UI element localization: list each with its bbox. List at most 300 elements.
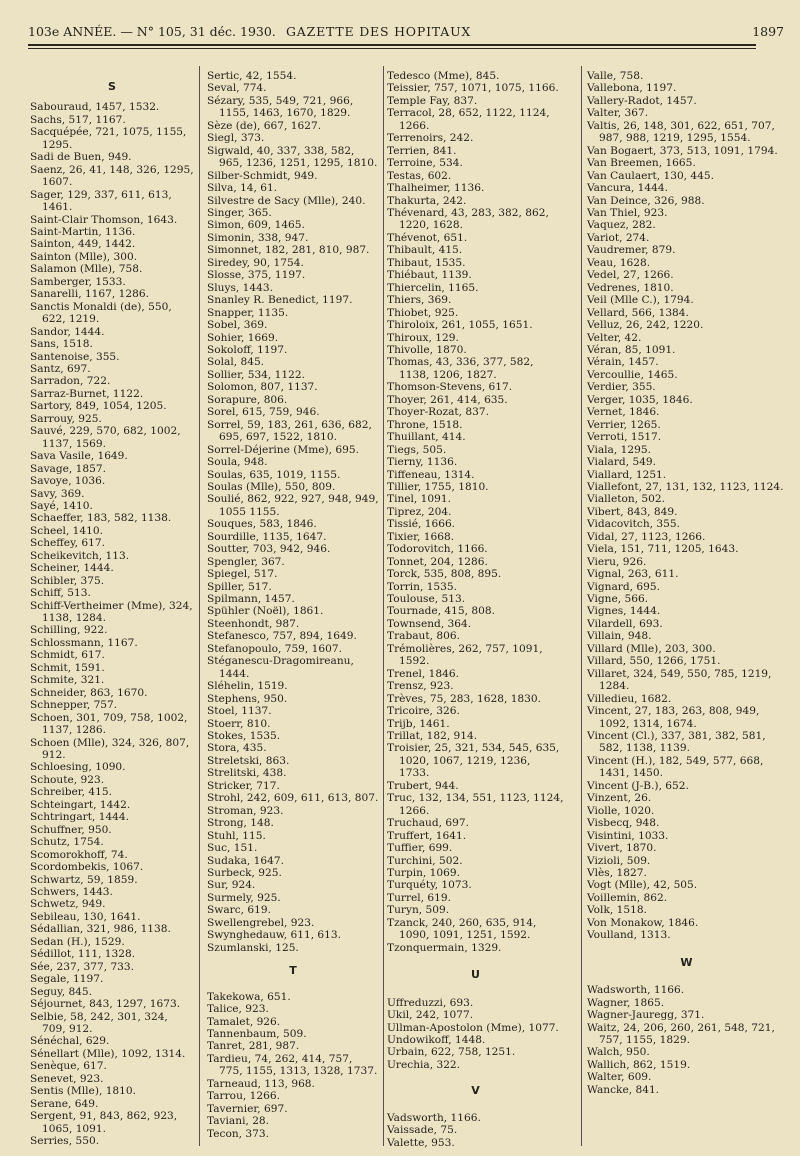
index-entry: Takekowa, 651. [207,990,291,1003]
index-entry: Schibler, 375. [30,574,105,587]
index-entry: Santz, 697. [30,362,91,375]
index-entry: Sorrel, 59, 183, 261, 636, 682, 695, 697, 1522, 1810. [207,418,372,444]
index-entry: Tardieu, 74, 262, 414, 757, 775, 1155, 1313, 1328, 1737. [207,1052,378,1078]
index-entry: Thakurta, 242. [387,194,467,207]
section-letter-u: U [471,968,480,982]
index-entry: Steenhondt, 987. [207,617,300,630]
index-entry: Stora, 435. [207,742,267,755]
index-entry: Suc, 151. [207,842,258,855]
index-entry: Thiroloix, 261, 1055, 1651. [387,319,533,332]
index-entry: Todorovitch, 1166. [387,543,488,556]
index-entry: Sorel, 615, 759, 946. [207,406,320,419]
index-entry: Silva, 14, 61. [207,182,278,195]
index-entry: Von Monakow, 1846. [587,916,699,929]
index-entry: Turchini, 502. [387,854,463,867]
index-entry: Schilling, 922. [30,624,108,637]
index-entry: Thoyer-Rozat, 837. [387,406,489,419]
index-entry: Tecon, 373. [207,1127,269,1140]
index-entry: Sabouraud, 1457, 1532. [30,101,160,114]
index-entry: Schoute, 923. [30,773,105,786]
index-entry: Simon, 609, 1465. [207,219,305,232]
index-entry: Terrenoirs, 242. [387,132,474,145]
index-entry: Sebileau, 130, 1641. [30,910,141,923]
column-divider [581,66,582,1146]
index-entry: Vincent, 27, 183, 263, 808, 949, 1092, 1314, 1674. [587,705,760,730]
index-entry: Trémolières, 262, 757, 1091, 1592. [387,642,543,668]
index-entry: Sandor, 1444. [30,325,105,338]
index-entry: Vialard, 549. [587,456,657,469]
index-entry: Villain, 948. [587,630,652,643]
column-divider [383,66,384,1146]
section-letter-v: V [471,1084,480,1098]
index-entry: Tavernier, 697. [207,1102,288,1115]
index-entry: Vincent (Cl.), 337, 381, 382, 581, 582, 1138, 1139. [587,730,766,755]
index-entry: Van Caulaert, 130, 445. [587,169,715,182]
index-entry: Taviani, 28. [207,1115,270,1128]
index-entry: Stroman, 923. [207,804,284,817]
index-entry: Sachs, 517, 1167. [30,113,126,126]
index-entry: Snapper, 1135. [207,306,289,319]
index-entry: Tinel, 1091. [387,493,451,506]
index-entry: Vieru, 926. [587,555,647,568]
index-entry: Senèque, 617. [30,1060,107,1073]
index-entry: Soula, 948. [207,456,268,469]
index-entry: Tiegs, 505. [387,443,447,456]
index-entry: Vignard, 695. [587,580,660,593]
index-entry: Toulouse, 513. [387,593,466,606]
index-entry: Sézary, 535, 549, 721, 966, 1155, 1463, 1670, 1829. [207,94,354,120]
index-entry: Tissié, 1666. [387,518,456,531]
header-rule [28,44,756,46]
index-entry: Scomorokhoff, 74. [30,848,128,861]
index-entry: Velluz, 26, 242, 1220. [587,319,704,332]
index-entry: Sigwald, 40, 337, 338, 582, 965, 1236, 1251, 1295, 1810. [207,144,378,170]
index-column-4 [587,70,786,1145]
index-entry: Wagner-Jauregg, 371. [587,1009,705,1022]
index-entry: Schneider, 863, 1670. [30,686,148,699]
index-entry: Thévenard, 43, 283, 382, 862, 1220, 1628. [387,206,549,232]
index-entry: Savoye, 1036. [30,475,106,488]
index-entry: Troisier, 25, 321, 534, 545, 635, 1020, 1067, 1219, 1236, 1733. [387,742,560,780]
journal-title: GAZETTE DES HOPITAUX [286,24,472,39]
index-entry: Variot, 274. [587,231,650,244]
index-entry: Senevet, 923. [30,1072,104,1085]
index-entry: Sédallian, 321, 986, 1138. [30,923,171,936]
index-entry: Veil (Mlle C.), 1794. [587,294,694,307]
index-entry: Selbie, 58, 242, 301, 324, 709, 912. [30,1010,168,1035]
section-letter-s: S [108,80,116,93]
index-entry: Solal, 845. [207,356,265,369]
index-entry: Sénéchal, 629. [30,1035,110,1048]
index-entry: Thalheimer, 1136. [387,182,485,195]
index-entry: Tzanck, 240, 260, 635, 914, 1090, 1091, 1251, 1592. [387,916,537,942]
index-entry: Sarraz-Burnet, 1122. [30,387,144,400]
index-entry: Truc, 132, 134, 551, 1123, 1124, 1266. [387,792,564,817]
index-entry: Valette, 953. [387,1136,455,1149]
index-entry: Scheel, 1410. [30,524,104,537]
index-entry: Vialleton, 502. [587,493,665,506]
index-entry: Sager, 129, 337, 611, 613, 1461. [30,188,172,214]
index-entry: Seguy, 845. [30,985,93,998]
index-entry: Snanley R. Benedict, 1197. [207,294,353,307]
column-divider [199,66,200,1146]
index-entry: Schmidt, 617. [30,649,105,662]
index-entry: Wallich, 862, 1519. [587,1058,691,1071]
index-entry: Schoen, 301, 709, 758, 1002, 1137, 1286. [30,711,188,737]
index-entry: Thomson-Stevens, 617. [387,381,513,394]
index-entry: Spühler (Noël), 1861. [207,605,324,618]
index-entry: Van Breemen, 1665. [587,157,696,170]
index-entry: Terroine, 534. [387,157,463,170]
index-entry: Salamon (Mlle), 758. [30,263,143,276]
index-entry: Sédillot, 111, 1328. [30,948,136,961]
index-entry: Siredey, 90, 1754. [207,256,304,269]
index-entry: Saint-Clair Thomson, 1643. [30,213,178,226]
index-entry: Swynghedauw, 611, 613. [207,929,342,942]
index-entry: Vancura, 1444. [587,182,669,195]
index-entry: Sacquépée, 721, 1075, 1155, 1295. [30,126,187,151]
index-entry: Van Bogaert, 373, 513, 1091, 1794. [587,144,778,157]
index-column-1 [30,70,194,1148]
index-entry: Truffert, 1641. [387,829,467,842]
index-entry: Turpin, 1069. [387,867,461,879]
index-entry: Séjournet, 843, 1297, 1673. [30,998,181,1011]
index-entry: Teissier, 757, 1071, 1075, 1166. [387,82,559,95]
index-entry: Stephens, 950. [207,692,288,705]
index-entry: Slosse, 375, 1197. [207,269,306,282]
index-entry: Schoen (Mlle), 324, 326, 807, 912. [30,736,190,762]
index-entry: Tanret, 281, 987. [207,1040,300,1053]
index-entry: Sokoloff, 1197. [207,343,288,356]
index-entry: Vallery-Radot, 1457. [587,94,697,107]
index-entry: Waitz, 24, 206, 260, 261, 548, 721, 757, 1155, 1829. [587,1021,775,1046]
index-entry: Walch, 950. [587,1046,650,1059]
index-entry: Trillat, 182, 914. [387,730,478,743]
index-entry: Trabaut, 806. [387,630,460,643]
index-entry: Vivert, 1870. [587,842,657,855]
index-entry: Tournade, 415, 808. [387,605,495,618]
index-entry: Vinzent, 26. [587,792,652,805]
index-entry: Trijb, 1461. [387,717,450,730]
index-entry: Sorapure, 806. [207,393,288,406]
index-entry: Scheffey, 617. [30,537,105,550]
index-entry: Szumlanski, 125. [207,941,299,954]
index-entry: Schwetz, 949. [30,898,106,911]
index-entry: Sainton (Mlle), 300. [30,250,138,263]
index-entry: Thuillant, 414. [387,431,466,444]
index-entry: Sanctis Monaldi (de), 550, 622, 1219. [30,300,172,326]
index-entry: Scheikevitch, 113. [30,549,130,562]
index-entry: Tuffier, 699. [387,842,453,855]
index-entry: Urbain, 622, 758, 1251. [387,1046,516,1059]
index-column-2 [207,70,379,1145]
index-entry: Tedesco (Mme), 845. [387,70,500,82]
index-entry: Tricoire, 326. [387,705,460,718]
index-entry: Sertic, 42, 1554. [207,70,297,82]
index-entry: Van Thiel, 923. [587,206,668,219]
index-entry: Stefanesco, 757, 894, 1649. [207,630,357,643]
index-entry: Sans, 1518. [30,338,93,351]
index-entry: Verrier, 1265. [587,418,661,431]
index-entry: Vallebona, 1197. [587,82,677,95]
index-entry: Spiller, 517. [207,580,272,593]
index-entry: Sollier, 534, 1122. [207,368,305,381]
index-entry: Vaissade, 75. [387,1124,458,1137]
index-entry: Strong, 148. [207,817,274,830]
index-entry: Thiercelin, 1165. [387,281,479,294]
index-entry: Sarradon, 722. [30,375,111,388]
index-entry: Valtis, 26, 148, 301, 622, 651, 707, 987, 988, 1219, 1295, 1554. [587,119,775,145]
index-entry: Tillier, 1755, 1810. [387,480,489,493]
index-entry: Strelitski, 438. [207,767,287,780]
index-entry: Savage, 1857. [30,462,106,475]
index-entry: Uffreduzzi, 693. [387,996,474,1009]
index-entry: Throne, 1518. [387,418,463,431]
index-entry: Viallard, 1251. [587,468,667,481]
index-entry: Viallefont, 27, 131, 132, 1123, 1124. [587,480,784,493]
index-entry: Tarrou, 1266. [207,1090,280,1103]
index-entry: Walter, 609. [587,1071,652,1084]
index-entry: Sée, 237, 377, 733. [30,960,135,973]
index-entry: Vincent (J-B.), 652. [587,779,689,792]
index-entry: Vignal, 263, 611. [587,568,679,581]
index-entry: Vignes, 1444. [587,605,661,618]
index-entry: Stéganescu-Dragomireanu, 1444. [207,655,354,680]
index-entry: Vidacovitch, 355. [587,518,680,531]
index-entry: Saenz, 26, 41, 148, 326, 1295, 1607. [30,163,194,189]
index-entry: Vellard, 566, 1384. [587,306,689,319]
index-entry: Thoyer, 261, 414, 635. [387,393,508,406]
index-entry: Villaret, 324, 549, 550, 785, 1219, 1284. [587,667,772,693]
index-entry: Vaudremer, 879. [587,244,676,257]
index-entry: Wadsworth, 1166. [587,984,685,997]
index-entry: Soulas (Mlle), 550, 809. [207,480,336,493]
index-entry: Swarc, 619. [207,904,271,917]
index-entry: Schloesing, 1090. [30,761,126,774]
index-entry: Vincent (H.), 182, 549, 577, 668, 1431, 1450. [587,754,764,780]
index-entry: Samberger, 1533. [30,275,126,288]
index-entry: Stoel, 1137. [207,705,272,718]
index-entry: Trensz, 923. [387,680,454,693]
index-entry: Talice, 923. [207,1003,269,1016]
index-entry: Vernet, 1846. [587,406,660,419]
index-entry: Sarrouy, 925. [30,412,102,425]
page-number: 1897 [752,24,784,39]
index-entry: Schiff-Vertheimer (Mme), 324, 1138, 1284. [30,599,193,625]
index-entry: Velter, 42. [587,331,642,344]
index-entry: Temple Fay, 837. [387,94,478,107]
index-entry: Streletski, 863. [207,754,290,767]
index-entry: Vogt (Mlle), 42, 505. [587,879,698,892]
index-entry: Stokes, 1535. [207,730,281,743]
index-entry: Violle, 1020. [587,804,655,817]
index-entry: Vlès, 1827. [587,867,647,879]
index-entry: Torck, 535, 808, 895. [387,568,502,581]
index-entry: Truchaud, 697. [387,817,469,830]
index-entry: Sayé, 1410. [30,499,93,512]
index-entry: Schtringart, 1444. [30,811,130,824]
index-entry: Sadi de Buen, 949. [30,151,132,164]
index-entry: Solomon, 807, 1137. [207,381,318,394]
index-entry: Tamalet, 926. [207,1015,281,1028]
index-entry: Sorrel-Déjerine (Mme), 695. [207,443,359,456]
index-entry: Wagner, 1865. [587,996,665,1009]
index-entry: Thibault, 415. [387,244,463,257]
index-entry: Sanarelli, 1167, 1286. [30,288,149,301]
index-entry: Thomas, 43, 336, 377, 582, 1138, 1206, 1827. [387,356,534,381]
index-entry: Sèze (de), 667, 1627. [207,119,322,132]
index-entry: Voulland, 1313. [587,929,671,942]
index-entry: Turquéty, 1073. [387,879,472,892]
index-entry: Sava Vasile, 1649. [30,450,128,463]
index-entry: Simonnet, 182, 281, 810, 987. [207,244,370,257]
index-entry: Sartory, 849, 1054, 1205. [30,400,167,413]
index-entry: Sedan (H.), 1529. [30,935,125,948]
index-entry: Sergent, 91, 843, 862, 923, 1065, 1091. [30,1110,178,1135]
index-entry: Surmely, 925. [207,891,281,904]
index-entry: Villard (Mlle), 203, 300. [587,642,716,655]
index-entry: Vérain, 1457. [587,356,659,369]
index-entry: Wancke, 841. [587,1083,660,1096]
index-entry: Verdier, 355. [587,381,656,394]
index-entry: Thiers, 369. [387,294,452,307]
index-entry: Townsend, 364. [387,617,472,630]
index-entry: Sénellart (Mlle), 1092, 1314. [30,1047,186,1060]
index-entry: Thiobet, 925. [387,306,459,319]
index-entry: Villard, 550, 1266, 1751. [587,655,721,668]
index-entry: Stefanopoulo, 759, 1607. [207,642,342,655]
index-entry: Schreiber, 415. [30,786,113,799]
index-entry: Sur, 924. [207,879,256,892]
index-entry: Seval, 774. [207,82,267,95]
index-entry: Surbeck, 925. [207,867,282,879]
index-entry: Trenel, 1846. [387,667,459,680]
index-entry: Turrel, 619. [387,891,451,904]
index-entry: Schwers, 1443. [30,886,113,898]
index-entry: Thibaut, 1535. [387,256,466,269]
section-letter-w: W [680,955,693,969]
index-entry: Schlossmann, 1167. [30,636,138,649]
index-entry: Schteingart, 1442. [30,798,131,811]
index-entry: Santenoise, 355. [30,350,120,363]
index-entry: Sourdille, 1135, 1647. [207,530,327,543]
index-entry: Spiegel, 517. [207,568,278,581]
index-entry: Sluys, 1443. [207,281,273,294]
index-entry: Strohl, 242, 609, 611, 613, 807. [207,792,379,805]
index-entry: Tierny, 1136. [387,456,458,469]
index-entry: Sentis (Mlle), 1810. [30,1085,137,1098]
index-entry: Schwartz, 59, 1859. [30,873,138,886]
index-entry: Ullman-Apostolon (Mme), 1077. [387,1021,559,1034]
index-entry: Voillemin, 862. [587,891,668,904]
index-entry: Segale, 1197. [30,973,104,986]
index-entry: Viala, 1295. [587,443,651,456]
index-entry: Tixier, 1668. [387,530,455,543]
index-entry: Souques, 583, 1846. [207,518,317,531]
index-entry: Sauvé, 229, 570, 682, 1002, 1137, 1569. [30,425,181,450]
index-entry: Trèves, 75, 283, 1628, 1830. [387,692,542,705]
index-entry: Valter, 367. [587,107,649,120]
index-entry: Tonnet, 204, 1286. [387,555,488,568]
index-entry: Thiébaut, 1139. [387,269,472,282]
index-entry: Schnepper, 757. [30,699,118,712]
index-entry: Stuhl, 115. [207,829,266,842]
index-entry: Thivolle, 1870. [387,343,467,356]
index-entry: Vedel, 27, 1266. [587,269,674,282]
index-entry: Singer, 365. [207,206,272,219]
index-entry: Scordombekis, 1067. [30,861,144,874]
index-entry: Siegl, 373. [207,132,265,145]
index-entry: Trubert, 944. [387,779,459,792]
index-entry: Terracol, 28, 652, 1122, 1124, 1266. [387,107,550,132]
index-entry: Schmite, 321. [30,674,105,687]
index-entry: Van Deince, 326, 988. [587,194,705,207]
index-entry: Terrien, 841. [387,144,457,157]
index-entry: Stoerr, 810. [207,717,271,730]
index-entry: Valle, 758. [587,70,644,82]
page-header [28,24,784,40]
section-letter-t: T [289,964,297,978]
index-entry: Spilmann, 1457. [207,593,295,606]
header-rule-thin [28,48,756,49]
index-entry: Sléhelin, 1519. [207,680,288,693]
index-entry: Verroti, 1517. [587,431,662,444]
index-entry: Thiroux, 129. [387,331,459,344]
index-entry: Vigne, 566. [587,593,649,606]
index-entry: Verger, 1035, 1846. [587,393,693,406]
index-entry: Véran, 85, 1091. [587,343,676,356]
index-entry: Sainton, 449, 1442. [30,238,136,251]
index-column-3 [387,70,564,1149]
index-entry: Ukil, 242, 1077. [387,1009,474,1022]
index-entry: Soutter, 703, 942, 946. [207,543,331,556]
index-entry: Villedieu, 1682. [587,692,672,705]
index-entry: Sudaka, 1647. [207,854,284,867]
index-entry: Testas, 602. [387,169,452,182]
index-entry: Undowikoff, 1448. [387,1033,486,1046]
index-entry: Serries, 550. [30,1135,100,1148]
index-entry: Turyn, 509. [387,904,450,917]
index-entry: Schutz, 1754. [30,836,104,849]
index-entry: Schiff, 513. [30,587,91,600]
index-entry: Simonin, 338, 947. [207,231,309,244]
index-entry: Stricker, 717. [207,779,280,792]
index-entry: Scheiner, 1444. [30,562,114,575]
index-entry: Soulié, 862, 922, 927, 948, 949, 1055 1155. [207,493,379,518]
index-entry: Torrin, 1535. [387,580,458,593]
index-entry: Spengler, 367. [207,555,285,568]
index-entry: Sohier, 1669. [207,331,279,344]
issue-info: 103e ANNÉE. — N° 105, 31 déc. 1930. [28,24,276,39]
index-entry: Visbecq, 948. [587,817,660,830]
index-entry: Schaeffer, 183, 582, 1138. [30,512,172,525]
index-entry: Vedrenes, 1810. [587,281,674,294]
index-entry: Tiprez, 204. [387,505,452,518]
index-entry: Vibert, 843, 849. [587,505,678,518]
index-entry: Schuffner, 950. [30,823,112,836]
index-entry: Sobel, 369. [207,319,268,332]
index-entry: Vercoullie, 1465. [587,368,678,381]
index-entry: Tiffeneau, 1314. [387,468,475,481]
index-entry: Vadsworth, 1166. [387,1111,481,1124]
index-entry: Vizioli, 509. [587,854,651,867]
index-entry: Vaquez, 282. [587,219,656,232]
index-entry: Saint-Martin, 1136. [30,225,136,238]
index-entry: Vidal, 27, 1123, 1266. [587,530,706,543]
index-entry: Volk, 1518. [587,904,647,917]
index-entry: Viela, 151, 711, 1205, 1643. [587,543,739,556]
index-entry: Veau, 1628. [587,256,651,269]
